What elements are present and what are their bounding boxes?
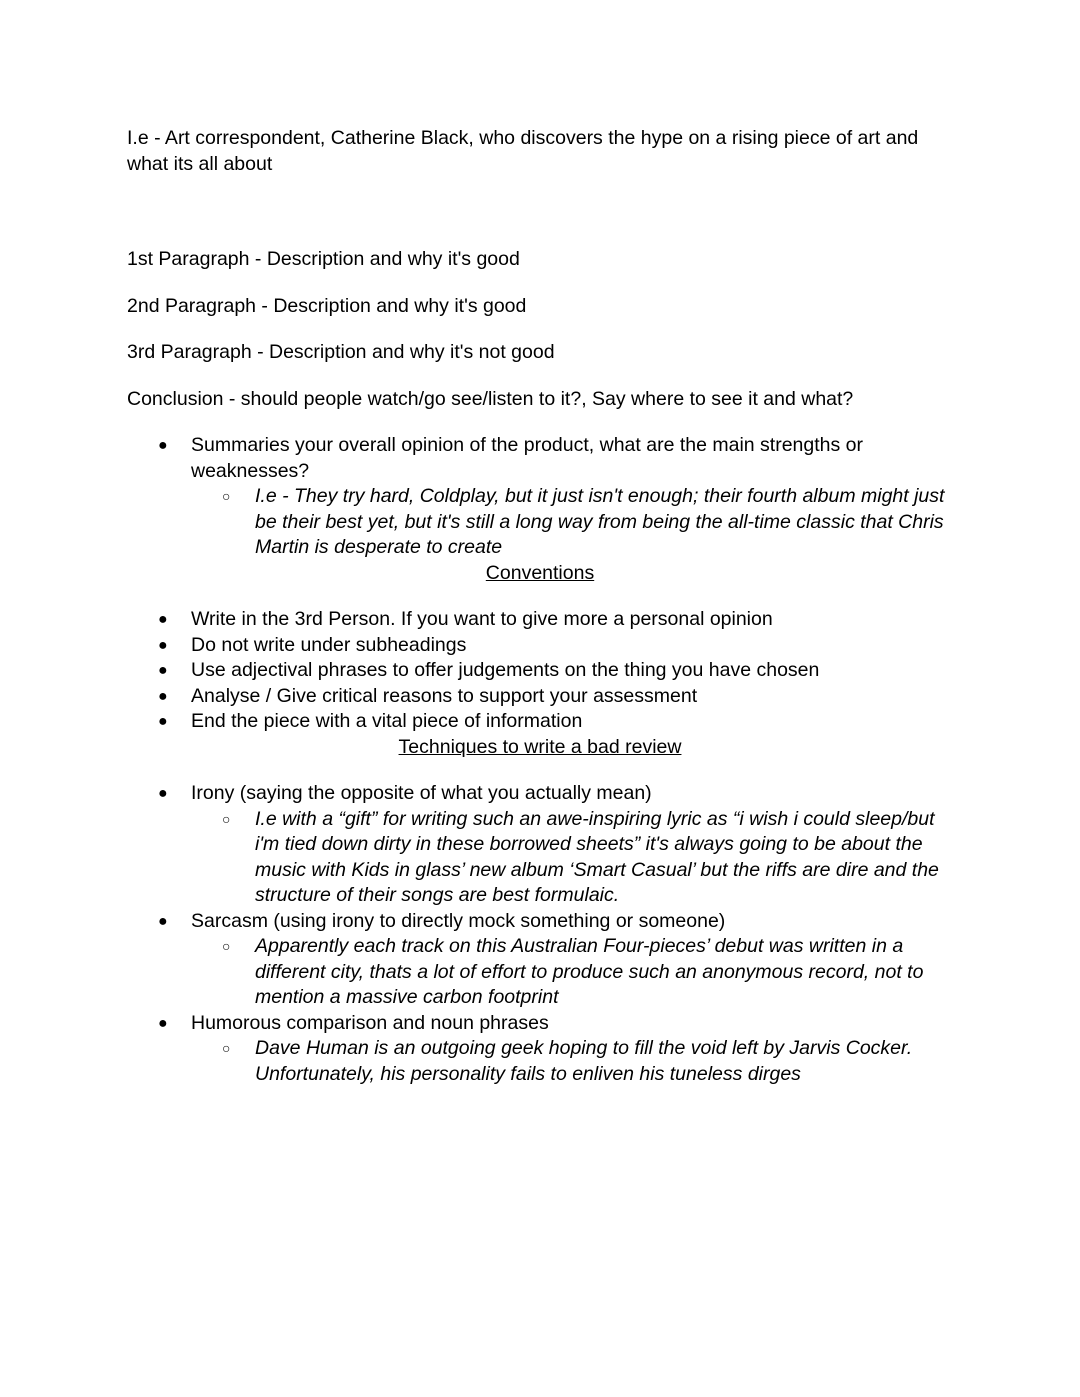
conclusion-bullet-text: Summaries your overall opinion of the product, what are the main strengths or weaknesses? <box>191 434 864 482</box>
list-item <box>127 607 953 633</box>
technique-sarcasm-text: Sarcasm (using irony to directly mock something or someone) <box>191 909 726 932</box>
comparison-sub-list <box>191 1036 953 1087</box>
list-item <box>127 633 953 659</box>
techniques-heading: Techniques to write a bad review <box>398 735 682 758</box>
list-item <box>127 433 953 561</box>
list-item <box>127 658 953 684</box>
technique-comparison-text: Humorous comparison and noun phrases <box>191 1011 549 1034</box>
list-item <box>127 709 953 735</box>
intro-text: I.e - Art correspondent, Catherine Black, who discovers the hype on a rising piece of art and what its all about <box>127 127 919 175</box>
list-item <box>127 781 953 909</box>
irony-example-text: I.e with a “gift” for writing such an awe-inspiring lyric as “i wish i could sleep/but i'm tied down dirty in these borrowed sheets” it's always going to be about the music with Kids in glass’ new album ‘Smart Casual’ but the riffs are dire and the structure of their songs are best formulaic. <box>255 807 939 906</box>
convention-text: Do not write under subheadings <box>191 633 467 656</box>
paragraph-1-text: 1st Paragraph - Description and why it's good <box>127 248 520 270</box>
conventions-list <box>127 607 953 735</box>
paragraph-3-text: 3rd Paragraph - Description and why it's not good <box>127 341 555 363</box>
conclusion-text: Conclusion - should people watch/go see/listen to it?, Say where to see it and what? <box>127 387 854 410</box>
list-item <box>127 1011 953 1088</box>
techniques-list <box>127 781 953 1087</box>
example-item <box>191 934 953 1011</box>
conclusion-example-text: I.e - They try hard, Coldplay, but it just isn't enough; their fourth album might just be their best yet, but it's still a long way from being the all-time classic that Chris Martin is desperate to create <box>255 485 945 558</box>
example-item <box>191 1036 953 1087</box>
list-item <box>127 909 953 1011</box>
convention-text: Use adjectival phrases to offer judgements on the thing you have chosen <box>191 659 820 681</box>
technique-irony-text: Irony (saying the opposite of what you actually mean) <box>191 782 652 804</box>
convention-text: End the piece with a vital piece of information <box>191 710 583 732</box>
conclusion-bullet-list <box>127 433 953 561</box>
conclusion-sub-list <box>191 484 953 561</box>
sarcasm-sub-list <box>191 934 953 1011</box>
convention-text: Write in the 3rd Person. If you want to give more a personal opinion <box>191 608 773 630</box>
conventions-heading: Conventions <box>485 561 595 584</box>
comparison-example-text: Dave Human is an outgoing geek hoping to fill the void left by Jarvis Cocker. Unfortunately, his personality fails to enliven his tuneless dirges <box>255 1037 913 1085</box>
example-item <box>191 807 953 909</box>
sarcasm-example-text: Apparently each track on this Australian Four-pieces’ debut was written in a different city, thats a lot of effort to produce such an anonymous record, not to mention a massive carbon footprint <box>255 935 924 1008</box>
convention-text: Analyse / Give critical reasons to support your assessment <box>191 684 698 707</box>
list-item <box>127 684 953 710</box>
paragraph-2-text: 2nd Paragraph - Description and why it's good <box>127 294 527 317</box>
irony-sub-list <box>191 807 953 909</box>
example-item <box>191 484 953 561</box>
document-page <box>127 126 953 1087</box>
